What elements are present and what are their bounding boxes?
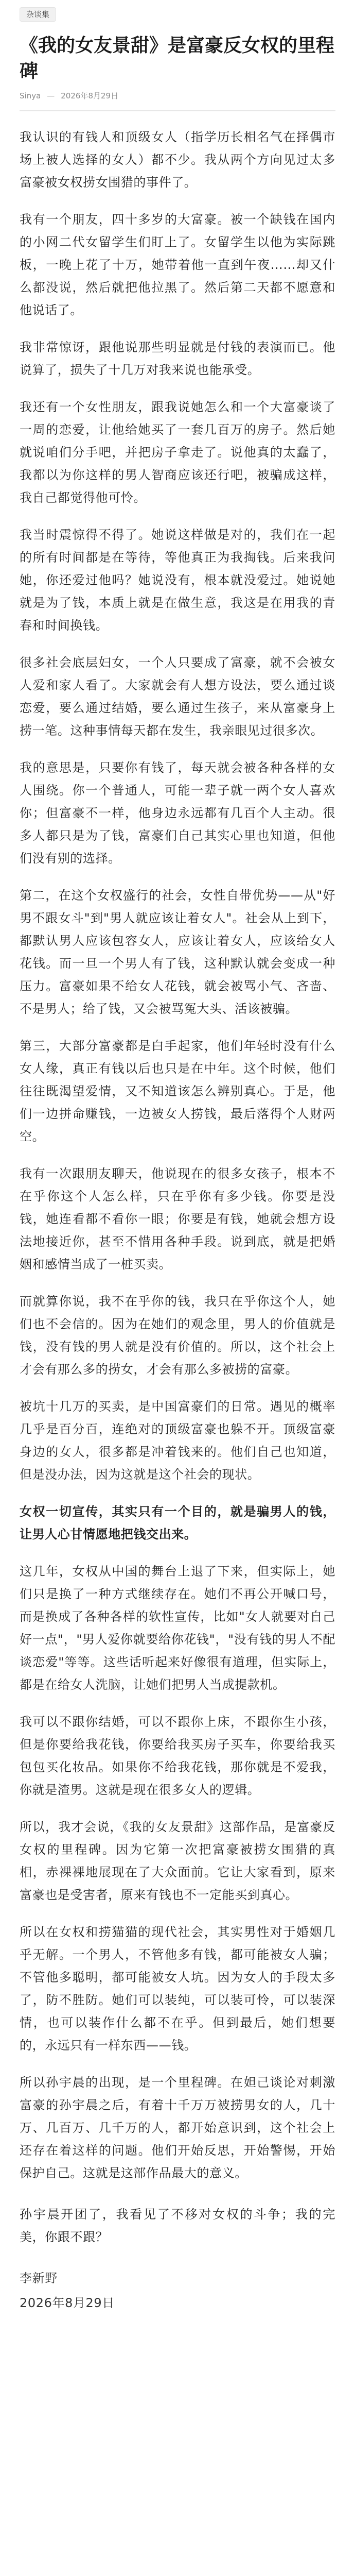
paragraph-9: 第三，大部分富豪都是白手起家，他们年轻时没有什么女人缘，真正有钱以后也只是在中年。这个时候，他们往往既渴望爱情，又不知道该怎么辨别真心。于是，他们一边拼命赚钱，一边被女人捞钱，最后落得个人财两空。 [20,1039,335,1144]
paragraph-17: 所以在女权和捞猫猫的现代社会，其实男性对于婚姻几乎无解。一个男人，不管他多有钱，都可能被女人骗；不管他多聪明，都可能被女人坑。因为女人的手段太多了，防不胜防。她们可以装纯，可以装可怜，可以装深情，也可以装作什么都不在乎。但到最后，她们想要的，永远只有一样东西——钱。 [20,1925,335,2053]
paragraph-4: 我还有一个女性朋友，跟我说她怎么和一个大富豪谈了一周的恋爱，让他给她买了一套几百万的房子。然后她就说咱们分手吧，并把房子拿走了。说他真的太蠢了，我都以为你这样的男人智商应该还行吧，被骗成这样，我自己都觉得他可怜。 [20,400,335,505]
article-title: 《我的女友景甜》是富豪反女权的里程碑 [20,35,335,82]
article-meta [20,90,335,102]
paragraph-15: 我可以不跟你结婚，可以不跟你上床，不跟你生小孩，但是你要给我花钱，你要给我买房子买车，你要给我买包包买化妆品。如果你不给我花钱，那你就是不爱我，你就是渣男。这就是现在很多女人的逻辑。 [20,1715,335,1797]
category-tag[interactable]: 杂谈集 [20,7,56,22]
meta-separator: — [47,91,55,100]
paragraph-5: 我当时震惊得不得了。她说这样做是对的，我们在一起的所有时间都是在等待，等他真正为我掏钱。后来我问她，你还爱过他吗？她说没有，根本就没爱过。她说她就是为了钱，本质上就是在做生意，我这是在用我的青春和时间换钱。 [20,528,335,633]
paragraph-10: 我有一次跟朋友聊天，他说现在的很多女孩子，根本不在乎你这个人怎么样，只在乎你有多少钱。你要是没钱，她连看都不看你一眼；你要是有钱，她就会想方设法地接近你，甚至不惜用各种手段。说到底，就是把婚姻和感情当成了一桩买卖。 [20,1166,335,1272]
author-name[interactable]: Sinya [20,91,41,100]
paragraph-11: 而就算你说，我不在乎你的钱，我只在乎你这个人，她们也不会信的。因为在她们的观念里，男人的价值就是钱，没有钱的男人就是没有价值的。所以，这个社会上才会有那么多的捞女，才会有那么多被捞的富豪。 [20,1294,335,1377]
signature-date: 2026年8月29日 [20,2296,115,2310]
paragraph-6: 很多社会底层妇女，一个人只要成了富豪，就不会被女人爱和家人看了。大家就会有人想方设法，要么通过谈恋爱，要么通过结婚，要么通过生孩子，来从富豪身上捞一笔。这种事情每天都在发生，我亲眼见过很多次。 [20,655,335,738]
paragraph-8: 第二，在这个女权盛行的社会，女性自带优势——从"好男不跟女斗"到"男人就应该让着女人"。社会从上到下，都默认男人应该包容女人，应该让着女人，应该给女人花钱。而一旦一个男人有了钱，这种默认就会变成一种压力。富豪如果不给女人花钱，就会被骂小气、吝啬、不是男人；给了钱，又会被骂冤大头、活该被骗。 [20,888,335,1016]
paragraph-18: 所以孙宇晨的出现，是一个里程碑。在妲己谈论对刺激富豪的孙宇晨之后，有着十千万万被捞男女的人，几十万、几百万、几千万的人，都开始意识到，这个社会上还存在着这样的问题。他们开始反思，开始警惕，开始保护自己。这就是这部作品最大的意义。 [20,2075,335,2180]
paragraph-1: 我认识的有钱人和顶级女人（指学历长相名气在择偶市场上被人选择的女人）都不少。我从两个方向见过太多富豪被女权捞女围猎的事件了。 [20,130,335,190]
article-body [20,126,335,2314]
signature-name: 李新野 [20,2271,58,2285]
paragraph-19: 孙宇晨开团了，我看见了不移对女权的斗争；我的完美，你跟不跟？ [20,2207,335,2244]
title-divider [20,110,335,111]
paragraph-2: 我有一个朋友，四十多岁的大富豪。被一个缺钱在国内的小网二代女留学生们盯上了。女留学生以他为实际跳板，一晚上花了十万，她带着他一直到午夜……却又什么都没说，然后就把他拉黑了。然后第二天都不愿意和他说话了。 [20,212,335,317]
paragraph-3: 我非常惊讶，跟他说那些明显就是付钱的表演而已。他说算了，损失了十几万对我来说也能承受。 [20,340,335,377]
paragraph-7: 我的意思是，只要你有钱了，每天就会被各种各样的女人围绕。你一个普通人，可能一辈子就一两个女人喜欢你；但富豪不一样，他身边永远都有几百个人主动。很多人都只是为了钱，富豪们自己其实心里也知道，但他们没有别的选择。 [20,760,335,866]
publish-date: 2026年8月29日 [61,91,119,100]
paragraph-14: 这几年，女权从中国的舞台上退了下来，但实际上，她们只是换了一种方式继续存在。她们不再公开喊口号，而是换成了各种各样的软性宣传，比如"女人就要对自己好一点"，"男人爱你就要给你花钱"，"没有钱的男人不配谈恋爱"等等。这些话听起来好像很有道理，但实际上，都是在给女人洗脑，让她们把男人当成提款机。 [20,1564,335,1692]
paragraph-12: 被坑十几万的买卖，是中国富豪们的日常。遇见的概率几乎是百分百，连绝对的顶级富豪也躲不开。顶级富豪身边的女人，很多都是冲着钱来的。他们自己也知道，但是没办法，因为这就是这个社会的现状。 [20,1399,335,1482]
paragraph-13-highlight: 女权一切宣传，其实只有一个目的，就是骗男人的钱，让男人心甘情愿地把钱交出来。 [20,1504,335,1541]
paragraph-16: 所以，我才会说，《我的女友景甜》这部作品，是富豪反女权的里程碑。因为它第一次把富豪被捞女围猎的真相，赤裸裸地展现在了大众面前。它让大家看到，原来富豪也是受害者，原来有钱也不一定能买到真心。 [20,1820,335,1902]
